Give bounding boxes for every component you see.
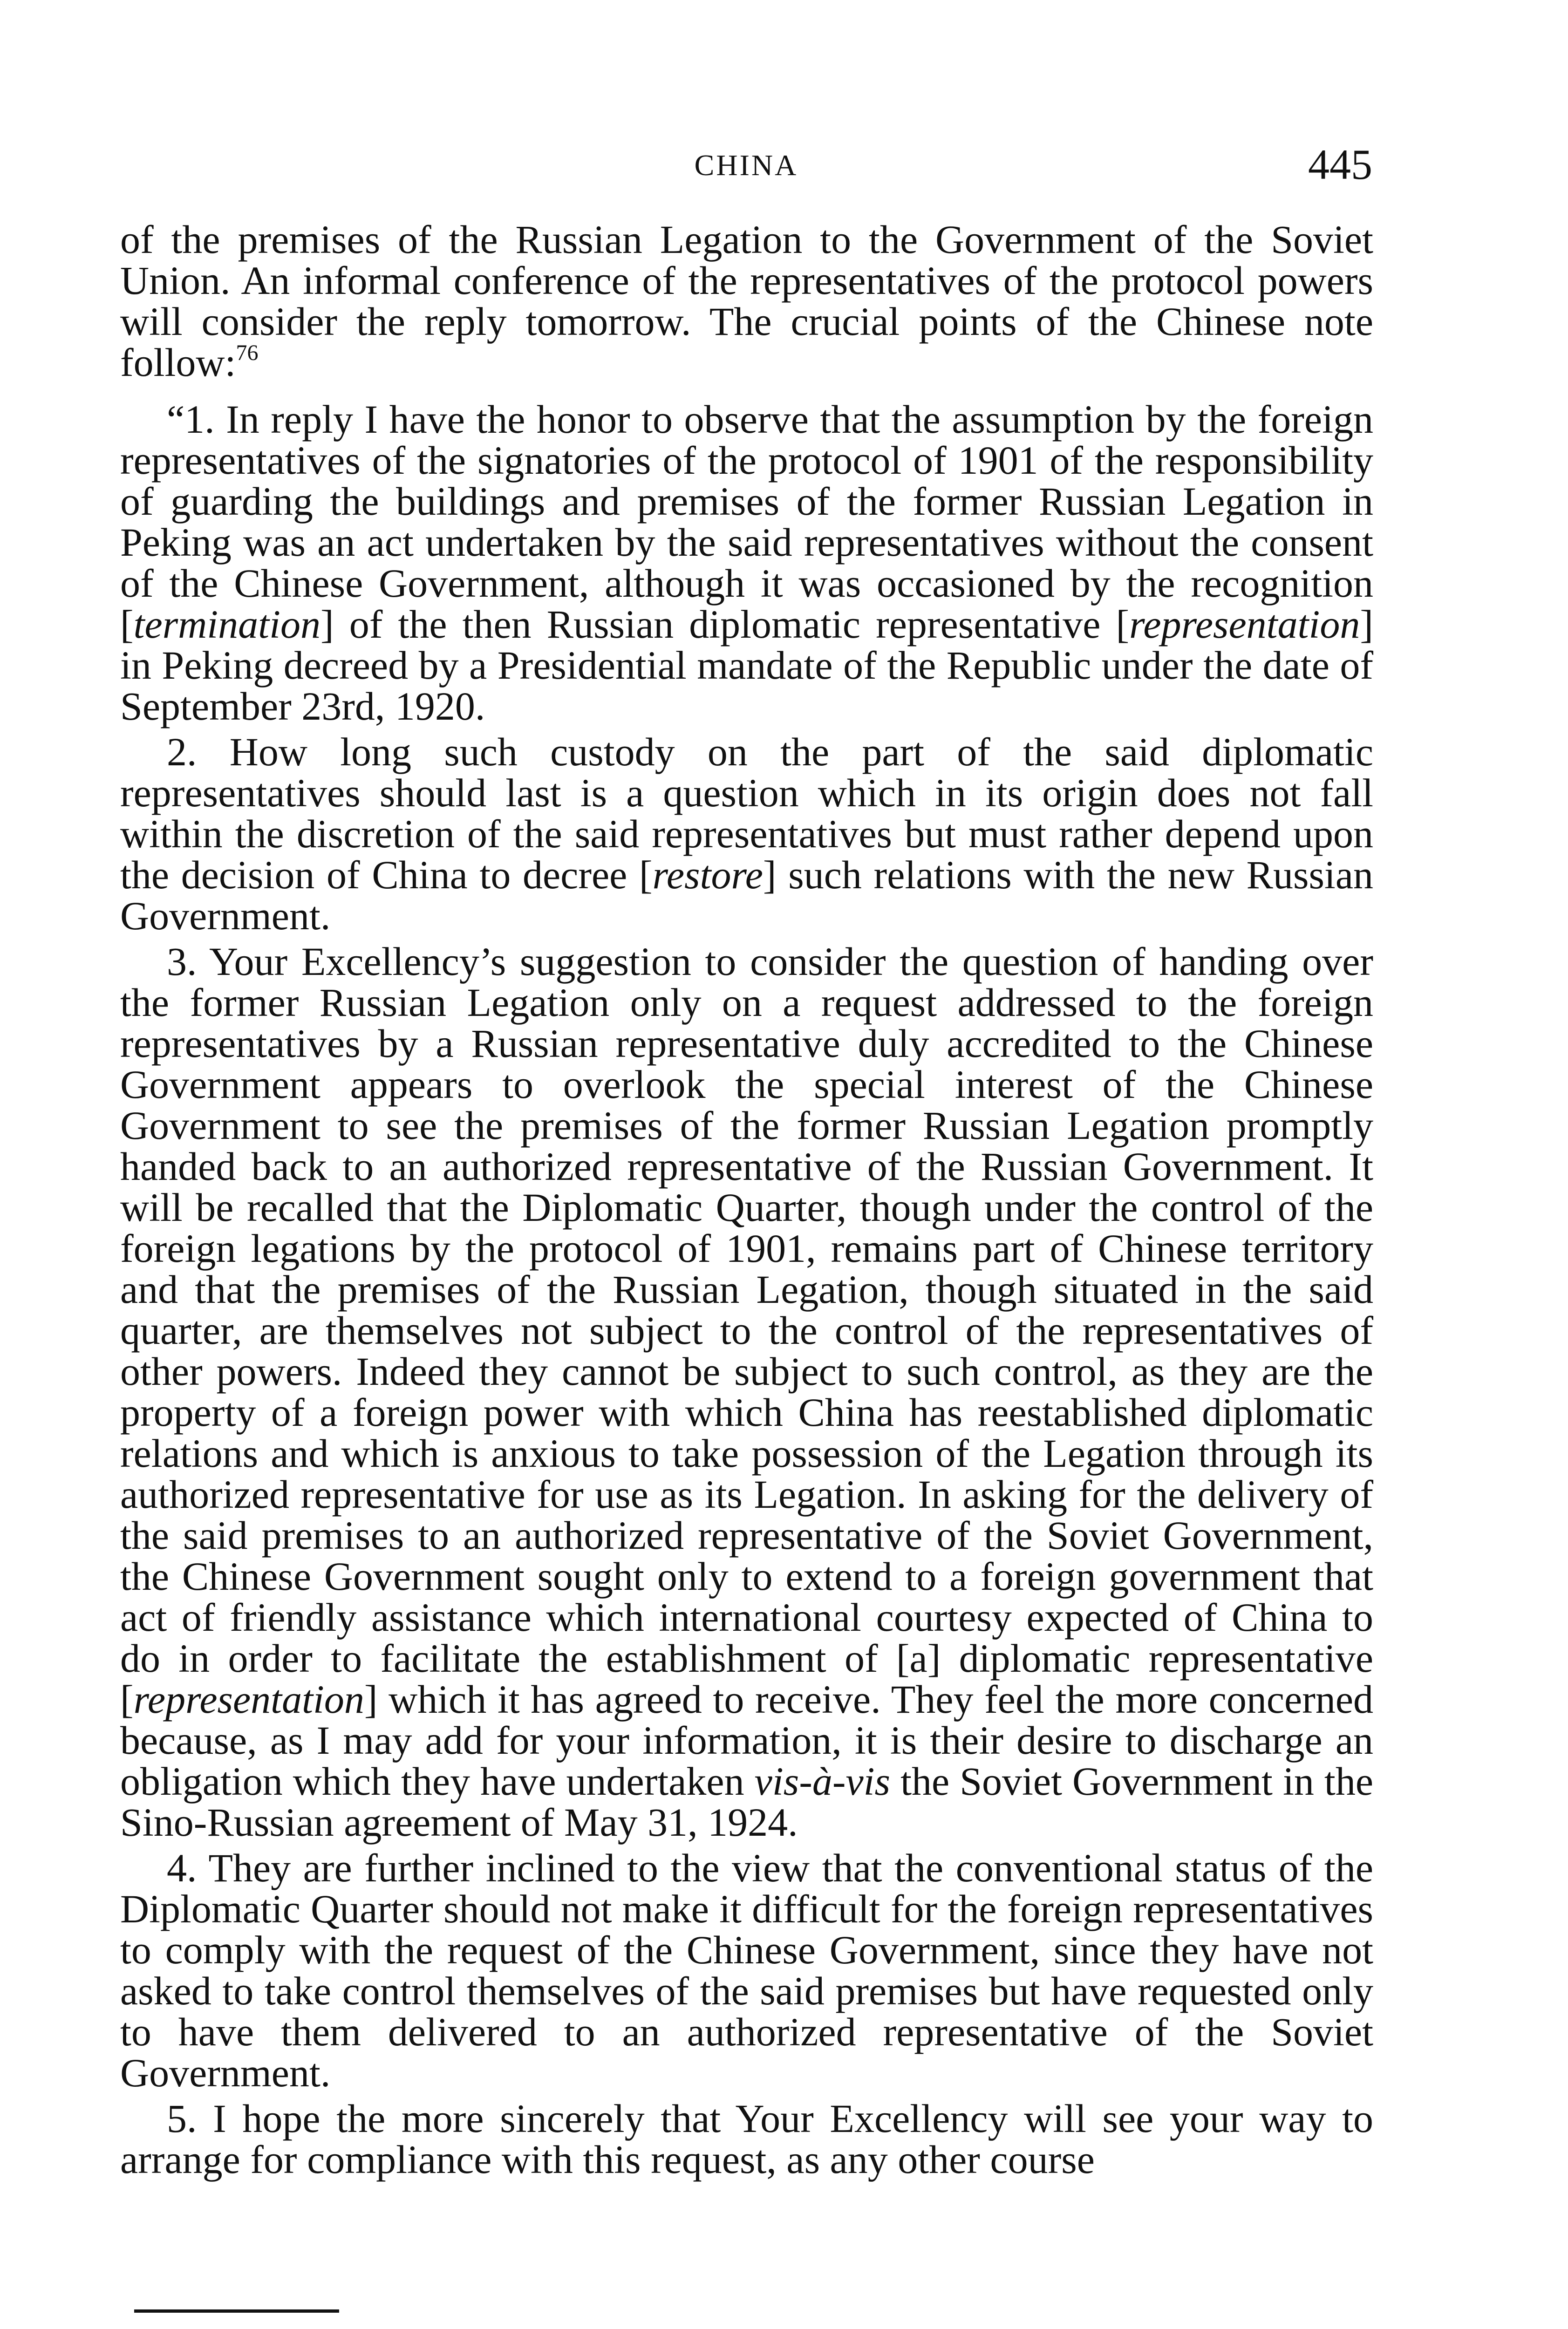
running-head: CHINA [694, 149, 798, 182]
paragraph-text: ] in Peking decreed by a Presidential mandate of the Republic under the date of September 23rd, 1920. [120, 602, 1373, 729]
italic-correction: representation [133, 1677, 364, 1722]
paragraph-text: “1. In reply I have the honor to observe that the assumption by the foreign representatives of the signatories of the protocol of 1901 of the responsibility of guarding the buildings and premises of the former Russian Legation in Peking was an act undertaken by the said representatives without the consent of the Chinese Government, although it was occasioned by the recognition [ [120, 397, 1373, 647]
paragraph-text: ] of the then Russian diplomatic representative [ [320, 602, 1130, 647]
note-paragraph-3 [120, 941, 1373, 1843]
italic-correction: termination [133, 602, 320, 647]
paragraph-text: 3. Your Excellency’s suggestion to consider the question of handing over the former Russian Legation only on a request addressed to the foreign representatives by a Russian representative duly accredited to the Chinese Government appears to overlook the special interest of the Chinese Government to see the premises of the former Russian Legation promptly handed back to an authorized representative of the Russian Government. It will be recalled that the Diplomatic Quarter, though under the control of the foreign legations by the protocol of 1901, remains part of Chinese territory and that the premises of the Russian Legation, though situated in the said quarter, are themselves not subject to the control of the representatives of other powers. Indeed they cannot be subject to such control, as they are the property of a foreign power with which China has reestablished diplomatic relations and which is anxious to take possession of the Legation through its authorized representative for use as its Legation. In asking for the delivery of the said premises to an authorized representative of the Soviet Government, the Chinese Government sought only to extend to a foreign government that act of friendly assistance which international courtesy expected of China to do in order to facilitate the establishment of [a] diplomatic representative [ [120, 939, 1373, 1722]
italic-correction: restore [652, 852, 763, 897]
paragraph-text: ] which it has agreed to receive. They feel the more concerned because, as I may add for your information, it is their desire to discharge an obligation which they have undertaken [120, 1677, 1373, 1804]
note-paragraph-4: 4. They are further inclined to the view that the conventional status of the Diplomatic Quarter should not make it difficult for the foreign representatives to comply with the request of the Chinese Government, since they have not asked to take control themselves of the said premises but have requested only to have them delivered to an authorized representative of the Soviet Government. [120, 1845, 1373, 2095]
paragraph-text: the Soviet Government in the Sino-Russian agreement of May 31, 1924. [120, 1759, 1373, 1845]
italic-phrase: vis-à-vis [754, 1759, 891, 1804]
note-paragraph-5: 5. I hope the more sincerely that Your Excellency will see your way to arrange for compliance with this request, as any other course [120, 2096, 1373, 2182]
paragraph-text: 2. How long such custody on the part of the said diplomatic representatives should last is a question which in its origin does not fall within the discretion of the said representatives but must rather depend upon the decision of China to decree [ [120, 729, 1373, 897]
note-paragraph-2 [120, 731, 1373, 936]
paragraph-text: ] such relations with the new Russian Government. [120, 852, 1373, 938]
body-text [120, 219, 1373, 2185]
footnote-reference: 76 [236, 340, 259, 365]
footnote-divider [134, 2309, 339, 2313]
lead-paragraph-text: of the premises of the Russian Legation to the Government of the Soviet Union. An informal conference of the representatives of the protocol powers will consider the reply tomorrow. The crucial points of the Chinese note follow: [120, 217, 1373, 385]
page-number: 445 [1308, 141, 1372, 188]
italic-correction: representation [1129, 602, 1360, 647]
page-header [120, 141, 1372, 195]
note-paragraph-1 [120, 399, 1373, 727]
lead-paragraph [120, 219, 1373, 383]
